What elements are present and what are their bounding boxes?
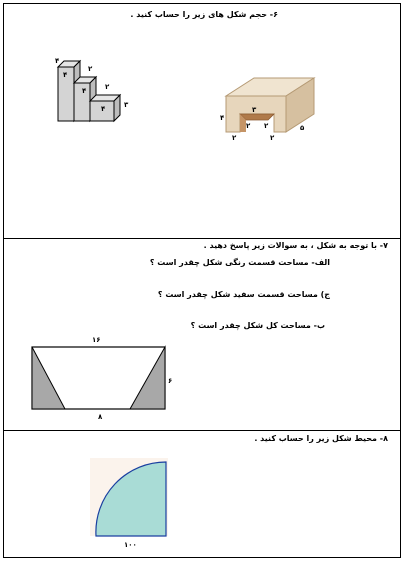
label-side: ۶ bbox=[168, 377, 173, 385]
stairs-label: ۲ bbox=[88, 65, 93, 73]
q7-part-b: ب- مساحت کل شکل چقدر است ؟ bbox=[190, 321, 325, 330]
block-label: ۵ bbox=[300, 124, 305, 132]
label-bottom: ۱۰۰ bbox=[124, 541, 137, 549]
section-divider bbox=[3, 238, 401, 239]
block-label: ۲ bbox=[232, 134, 237, 142]
q7-title: ۷- با توجه به شکل ، به سوالات زیر پاسخ دهید . bbox=[203, 241, 388, 250]
stairs-label: ۳ bbox=[124, 101, 129, 109]
stairs-label: ۲ bbox=[105, 83, 110, 91]
stairs-label: ۴ bbox=[63, 71, 68, 79]
notched-block-figure bbox=[222, 74, 322, 144]
q7-part-c: ج) مساحت قسمت سفید شکل چقدر است ؟ bbox=[157, 290, 330, 299]
label-top: ۱۶ bbox=[92, 336, 101, 344]
q7-part-a: الف- مساحت قسمت رنگی شکل چقدر است ؟ bbox=[149, 258, 330, 267]
block-label: ۲ bbox=[264, 122, 269, 130]
block-label: ۲ bbox=[246, 122, 251, 130]
label-bottom: ۸ bbox=[98, 413, 103, 421]
block-label: ۲ bbox=[270, 134, 275, 142]
stairs-label: ۴ bbox=[55, 57, 60, 65]
block-label: ۳ bbox=[252, 106, 257, 114]
q6-title: ۶- حجم شکل های زیر را حساب کنید . bbox=[130, 10, 278, 19]
stairs-label: ۴ bbox=[82, 87, 87, 95]
block-label: ۴ bbox=[220, 114, 225, 122]
q8-title: ۸- محیط شکل زیر را حساب کنید . bbox=[254, 434, 388, 443]
trapezoid-figure bbox=[30, 333, 175, 423]
section-divider bbox=[3, 430, 401, 431]
quarter-circle-figure bbox=[88, 456, 178, 551]
stairs-figure bbox=[52, 55, 132, 125]
svg-text:۴: ۴ bbox=[101, 105, 106, 113]
